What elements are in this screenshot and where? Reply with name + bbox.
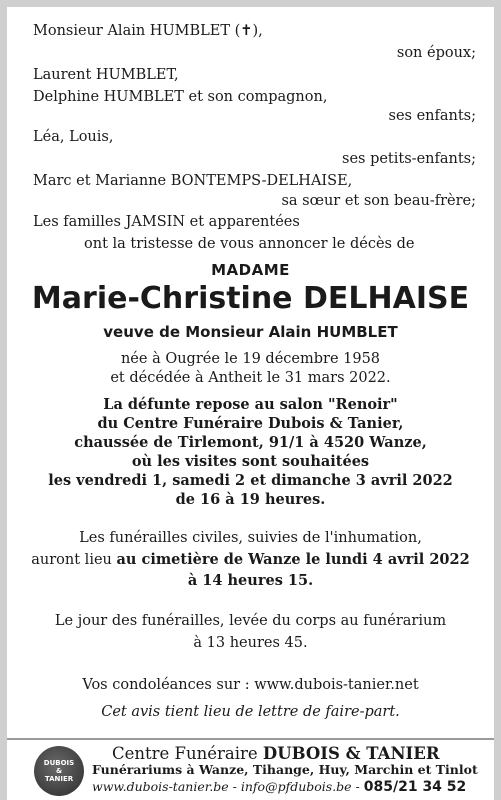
levee-time: à 13 heures 45. (193, 635, 308, 651)
widow-line: veuve de Monsieur Alain HUMBLET (103, 323, 398, 341)
logo-text: DUBOIS (43, 759, 75, 767)
levee-line: Le jour des funérailles, levée du corps au funérarium (54, 613, 447, 629)
visitation-line: où les visites sont souhaitées (131, 453, 370, 470)
family-line: Monsieur Alain HUMBLET (✝), (33, 23, 263, 39)
phone-number: 085/21 34 52 (363, 779, 467, 795)
visitation-line: La défunte repose au salon "Renoir" (103, 396, 398, 413)
family-line: Delphine HUMBLET et son compagnon, (33, 89, 328, 105)
logo-text: & (55, 767, 63, 775)
visitation-line: chaussée de Tirlemont, 91/1 à 4520 Wanze, (74, 434, 427, 451)
deceased-name: Marie-Christine DELHAISE (31, 281, 470, 316)
family-line: Les familles JAMSIN et apparentées (33, 214, 300, 230)
family-line: Marc et Marianne BONTEMPS-DELHAISE, (33, 173, 353, 189)
faire-part-note: Cet avis tient lieu de lettre de faire-part. (101, 704, 400, 720)
deceased-title: MADAME (211, 261, 290, 279)
family-line: Léa, Louis, (33, 129, 114, 145)
relation-line: sa sœur et son beau-frère; (281, 193, 476, 209)
funeral-line (0, 551, 501, 569)
relation-line: ses petits-enfants; (342, 151, 476, 167)
funeral-home-prefix: Centre Funéraire (112, 744, 263, 763)
website-link[interactable]: www.dubois-tanier.be (92, 779, 229, 794)
death-line: et décédée à Antheit le 31 mars 2022. (110, 370, 391, 386)
condolences-line: Vos condoléances sur : www.dubois-tanier.net (82, 677, 419, 693)
relation-line: ses enfants; (388, 108, 476, 124)
funeral-home-brand: DUBOIS & TANIER (262, 744, 440, 763)
logo-text: TANIER (44, 775, 74, 783)
funeral-home-footer (7, 738, 494, 800)
funeral-home-name (112, 744, 440, 763)
separator: - (228, 779, 241, 794)
family-line: Laurent HUMBLET, (33, 67, 179, 83)
announcement-line: ont la tristesse de vous annoncer le décès de (84, 236, 415, 252)
visitation-line: de 16 à 19 heures. (175, 491, 326, 508)
visitation-line: du Centre Funéraire Dubois & Tanier, (97, 415, 404, 432)
relation-line: son époux; (396, 45, 476, 61)
funeral-line: Les funérailles civiles, suivies de l'inhumation, (79, 530, 422, 546)
visitation-line: les vendredi 1, samedi 2 et dimanche 3 avril 2022 (48, 472, 453, 489)
birth-line: née à Ougrée le 19 décembre 1958 (120, 351, 381, 367)
email-link[interactable]: info@pfdubois.be (240, 779, 352, 794)
separator: - (351, 779, 364, 794)
funeral-text: auront lieu (31, 552, 117, 568)
funeral-home-locations: Funérariums à Wanze, Tihange, Huy, Marchin et Tinlot (92, 762, 478, 777)
dubois-tanier-logo (34, 746, 84, 796)
contact-line (92, 779, 466, 795)
funeral-location: au cimetière de Wanze le lundi 4 avril 2022 (116, 551, 470, 568)
funeral-time: à 14 heures 15. (187, 572, 314, 589)
